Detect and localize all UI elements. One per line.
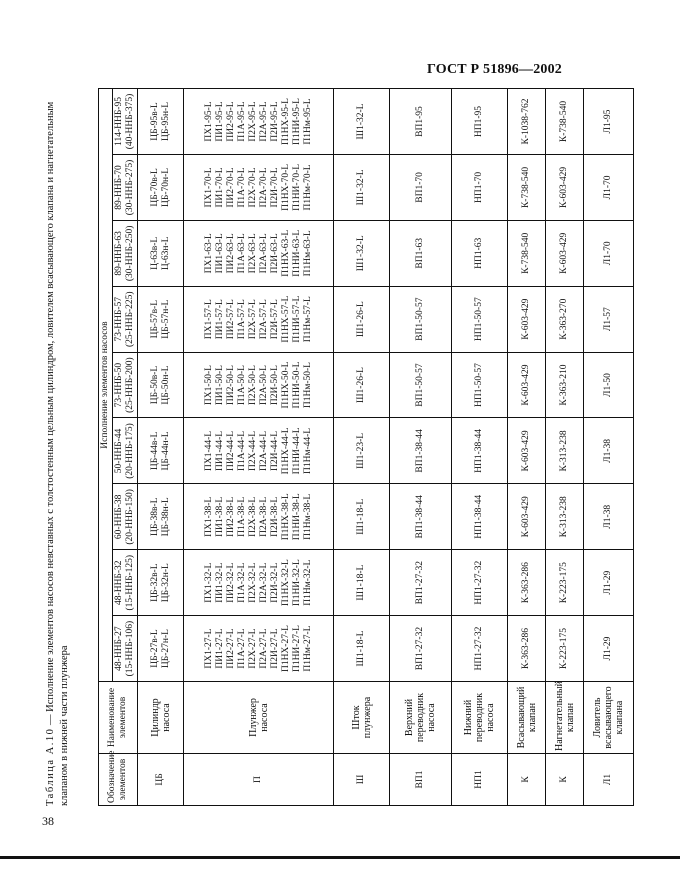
cell-line: П2А-32-L	[258, 562, 269, 603]
table-cell	[546, 155, 584, 221]
row-designation: ЦБ	[138, 754, 184, 806]
header-size	[113, 89, 138, 155]
cell-line: П2А-95-L	[258, 101, 269, 142]
cell-line: К-363-210	[559, 364, 569, 406]
header-size-line: (15-ННБ-125)	[125, 554, 135, 611]
table-row	[138, 89, 184, 806]
cell-line: ПИ2-57-L	[225, 299, 236, 340]
cell-line: ПИ2-27-L	[225, 628, 236, 669]
table-cell	[138, 89, 184, 155]
cell-line: ПИ1-27-L	[214, 628, 225, 669]
row-designation: ВП1	[390, 754, 452, 806]
cell-line: К-1038-762	[521, 98, 531, 145]
cell-line: Ш1-32-L	[356, 103, 366, 140]
cell-line: Ш1-32-L	[356, 235, 366, 272]
cell-line: Л1-70	[603, 175, 613, 200]
spec-table	[98, 88, 634, 806]
table-cell	[390, 616, 452, 682]
header-size-line: (30-ННБ-275)	[125, 159, 135, 216]
header-size-line: 73-ННБ-57	[114, 296, 124, 342]
cell-line: К-603-429	[521, 496, 531, 538]
cell-line: П1Нм-50-L	[302, 362, 313, 409]
header-size-line: (30-ННБ-250)	[125, 225, 135, 282]
cell-line: П2И-38-L	[269, 496, 280, 537]
cell-line: К-223-175	[559, 627, 569, 670]
cell-line: ЦБ-70в-L	[149, 168, 160, 207]
cell-line: ЦБ-32н-L	[160, 563, 171, 603]
table-cell	[138, 352, 184, 418]
cell-line: Л1-38	[603, 504, 613, 529]
row-name: Нагнетательный клапан	[546, 682, 584, 754]
cell-line: ВП1-95	[415, 106, 425, 137]
cell-line: ПИ2-32-L	[225, 562, 236, 603]
cell-line: П1А-50-L	[236, 365, 247, 406]
cell-line: ЦБ-44в-L	[149, 431, 160, 471]
cell-line: ПХ1-50-L	[203, 365, 214, 406]
cell-line: ПИ1-44-L	[214, 430, 225, 471]
header-size-line: 89-ННБ-70	[114, 165, 124, 210]
table-cell	[138, 418, 184, 484]
cell-line: Ш1-18-L	[356, 564, 366, 601]
cell-line: ЦБ-27в-L	[149, 629, 160, 668]
table-caption-text: — Исполнение элементов насосов невставных с толстостенным цельным цилиндром, ловителем всасывающего клапана и нагнетательным клапаном в нижней части плунжера	[45, 101, 70, 806]
cell-line: П1А-38-L	[236, 496, 247, 537]
header-size-line: 114-ННБ-95	[114, 97, 124, 146]
header-size-line: 50-ННБ-44	[114, 428, 124, 474]
cell-line: Ш1-26-L	[356, 367, 366, 404]
header-size-line: (25-ННБ-200)	[125, 357, 135, 413]
cell-line: П2А-27-L	[258, 628, 269, 669]
cell-line: П1А-32-L	[236, 562, 247, 603]
table-row	[546, 89, 584, 806]
header-size-line: (40-ННБ-375)	[125, 93, 135, 150]
cell-line: П1НХ-32-L	[280, 559, 291, 607]
cell-line: П1А-57-L	[236, 299, 247, 340]
cell-line: ПХ1-32-L	[203, 562, 214, 603]
table-cell	[184, 418, 334, 484]
table-cell	[334, 550, 390, 616]
table-cell	[508, 550, 546, 616]
cell-line: ПИ2-70-L	[225, 167, 236, 208]
cell-line: ВП1-27-32	[415, 626, 425, 671]
cell-line: НП1-38-44	[474, 429, 484, 473]
cell-line: К-363-270	[559, 298, 569, 340]
cell-line: ПИ2-38-L	[225, 496, 236, 537]
cell-line: ПИ1-32-L	[214, 562, 225, 603]
cell-line: ВП1-38-44	[415, 495, 425, 539]
table-cell	[584, 616, 634, 682]
cell-line: П1НХ-63-L	[280, 229, 291, 277]
table-cell	[546, 89, 584, 155]
row-designation: НП1	[452, 754, 508, 806]
cell-line: ПИ1-70-L	[214, 167, 225, 208]
cell-line: П1А-63-L	[236, 233, 247, 274]
cell-line: ПИ2-44-L	[225, 430, 236, 471]
cell-line: ПИ2-95-L	[225, 101, 236, 142]
cell-line: ВП1-38-44	[415, 429, 425, 473]
cell-line: П2А-63-L	[258, 233, 269, 274]
header-size	[113, 155, 138, 221]
header-size-line: (20-ННБ-150)	[125, 489, 135, 545]
rotated-table-area	[44, 88, 625, 806]
cell-line: П1Нм-44-L	[302, 427, 313, 474]
header-size	[113, 352, 138, 418]
table-body	[138, 89, 634, 806]
table-cell	[584, 286, 634, 352]
cell-line: Ш1-23-L	[356, 432, 366, 469]
cell-line: К-603-429	[559, 232, 569, 274]
cell-line: К-603-429	[559, 166, 569, 209]
cell-line: П2А-70-L	[258, 167, 269, 208]
table-cell	[452, 352, 508, 418]
cell-line: Л1-29	[603, 570, 613, 595]
table-row	[584, 89, 634, 806]
header-size-line: 48-ННБ-27	[114, 626, 124, 671]
header-size-line: 60-ННБ-38	[114, 494, 124, 540]
table-cell	[138, 155, 184, 221]
cell-line: ПИ1-38-L	[214, 496, 225, 537]
cell-line: П1Нм-38-L	[302, 493, 313, 540]
table-row	[508, 89, 546, 806]
row-name: Всасывающий клапан	[508, 682, 546, 754]
cell-line: Л1-95	[603, 109, 613, 134]
row-name: Шток плунжера	[334, 682, 390, 754]
table-cell	[334, 220, 390, 286]
table-cell	[184, 550, 334, 616]
table-cell	[334, 286, 390, 352]
cell-line: К-313-238	[559, 430, 569, 472]
cell-line: П2И-95-L	[269, 101, 280, 142]
table-cell	[390, 89, 452, 155]
table-cell	[546, 286, 584, 352]
bottom-rule	[0, 856, 680, 859]
table-cell	[334, 352, 390, 418]
cell-line: П2Х-63-L	[247, 233, 258, 274]
cell-line: К-738-540	[559, 100, 569, 143]
cell-line: Ц-63н-L	[160, 236, 171, 271]
cell-line: ПХ1-27-L	[203, 628, 214, 669]
table-cell	[334, 155, 390, 221]
cell-line: П2Х-50-L	[247, 365, 258, 406]
cell-line: ПИ1-57-L	[214, 299, 225, 340]
table-cell	[390, 155, 452, 221]
cell-line: П2Х-27-L	[247, 628, 258, 669]
cell-line: ВП1-50-57	[415, 297, 425, 341]
cell-line: ПХ1-63-L	[203, 233, 214, 274]
cell-line: НП1-38-44	[474, 494, 484, 539]
table-cell	[452, 550, 508, 616]
cell-line: К-363-286	[521, 562, 531, 604]
cell-line: ПИ2-50-L	[225, 365, 236, 406]
header-size-line: (15-ННБ-106)	[125, 620, 135, 677]
row-designation: П	[184, 754, 334, 806]
cell-line: ЦБ-95в-L	[149, 102, 160, 141]
row-name: Верхний переводник насоса	[390, 682, 452, 754]
cell-line: П1Нм-27-L	[302, 625, 313, 672]
table-cell	[138, 220, 184, 286]
table-cell	[584, 418, 634, 484]
cell-line: НП1-50-57	[474, 363, 484, 407]
cell-line: П1НИ-50-L	[291, 361, 302, 409]
table-cell	[508, 484, 546, 550]
rotated-content	[44, 88, 625, 806]
table-cell	[508, 220, 546, 286]
row-name: Цилиндр насоса	[138, 682, 184, 754]
table-cell	[452, 418, 508, 484]
row-name: Нижний переводник насоса	[452, 682, 508, 754]
cell-line: П1НХ-50-L	[280, 361, 291, 409]
cell-line: ЦБ-38н-L	[160, 497, 171, 537]
cell-line: П2А-57-L	[258, 299, 269, 340]
cell-line: П1НХ-70-L	[280, 163, 291, 211]
table-cell	[584, 155, 634, 221]
table-cell	[508, 418, 546, 484]
cell-line: К-603-429	[521, 364, 531, 406]
header-size-line: 89-ННБ-63	[114, 231, 124, 276]
table-cell	[452, 89, 508, 155]
table-cell	[546, 352, 584, 418]
header-size-line: (20-ННБ-175)	[125, 423, 135, 479]
cell-line: П2И-57-L	[269, 299, 280, 340]
header-size-line: (25-ННБ-225)	[125, 291, 135, 347]
cell-line: П2Х-70-L	[247, 167, 258, 208]
cell-line: ПХ1-70-L	[203, 167, 214, 208]
cell-line: П1НИ-27-L	[291, 625, 302, 673]
header-designation: Обозначение элементов	[99, 754, 138, 806]
cell-line: К-363-286	[521, 627, 531, 670]
cell-line: П2Х-57-L	[247, 299, 258, 340]
table-cell	[390, 352, 452, 418]
header-name: Наименование элементов	[99, 682, 138, 754]
cell-line: П2А-44-L	[258, 430, 269, 471]
cell-line: П1НХ-38-L	[280, 493, 291, 541]
table-cell	[508, 286, 546, 352]
table-cell	[508, 89, 546, 155]
table-cell	[334, 418, 390, 484]
table-cell	[138, 484, 184, 550]
table-cell	[390, 220, 452, 286]
table-cell	[334, 616, 390, 682]
row-designation: К	[546, 754, 584, 806]
table-cell	[184, 155, 334, 221]
row-name: Плунжер насоса	[184, 682, 334, 754]
header-size-line: 48-ННБ-32	[114, 560, 124, 605]
header-size	[113, 286, 138, 352]
cell-line: ЦБ-57н-L	[160, 299, 171, 339]
cell-line: ЦБ-50в-L	[149, 365, 160, 405]
cell-line: Л1-57	[603, 307, 613, 332]
table-cell	[546, 484, 584, 550]
cell-line: ВП1-70	[415, 172, 425, 203]
cell-line: НП1-95	[474, 105, 484, 138]
table-cell	[584, 484, 634, 550]
cell-line: П1НИ-32-L	[291, 559, 302, 607]
cell-line: П2Х-32-L	[247, 562, 258, 603]
table-cell	[452, 484, 508, 550]
cell-line: К-738-540	[521, 166, 531, 209]
cell-line: П1А-70-L	[236, 167, 247, 208]
table-cell	[546, 616, 584, 682]
cell-line: П1Нм-57-L	[302, 296, 313, 343]
table-cell	[138, 286, 184, 352]
page-number: 38	[42, 814, 54, 828]
table-cell	[184, 286, 334, 352]
cell-line: К-603-429	[521, 298, 531, 340]
header-size	[113, 484, 138, 550]
table-cell	[138, 616, 184, 682]
table-caption	[44, 88, 92, 806]
table-cell	[452, 616, 508, 682]
cell-line: НП1-27-32	[474, 560, 484, 605]
cell-line: К-603-429	[521, 430, 531, 472]
cell-line: П2И-44-L	[269, 430, 280, 471]
table-cell	[508, 155, 546, 221]
cell-line: ПИ1-50-L	[214, 365, 225, 406]
cell-line: НП1-70	[474, 171, 484, 204]
header-size	[113, 616, 138, 682]
table-cell	[584, 550, 634, 616]
cell-line: П2А-38-L	[258, 496, 269, 537]
cell-line: П1НИ-70-L	[291, 163, 302, 211]
header-size	[113, 550, 138, 616]
cell-line: Л1-29	[603, 636, 613, 661]
cell-line: П2И-32-L	[269, 562, 280, 603]
table-cell	[546, 550, 584, 616]
row-name: Ловитель всасывающего клапана	[584, 682, 634, 754]
cell-line: П1Нм-70-L	[302, 164, 313, 211]
table-cell	[184, 352, 334, 418]
header-size-line: 73-ННБ-50	[114, 362, 124, 408]
table-cell	[452, 286, 508, 352]
header-size	[113, 220, 138, 286]
cell-line: П1Нм-95-L	[302, 98, 313, 145]
cell-line: НП1-50-57	[474, 297, 484, 342]
cell-line: ВП1-27-32	[415, 561, 425, 605]
cell-line: ВП1-63	[415, 238, 425, 269]
cell-line: НП1-27-32	[474, 626, 484, 671]
table-cell	[184, 616, 334, 682]
cell-line: Ш1-18-L	[356, 630, 366, 667]
cell-line: Л1-50	[603, 373, 613, 397]
cell-line: П2Х-44-L	[247, 430, 258, 471]
cell-line: П1НИ-44-L	[291, 427, 302, 475]
cell-line: П1НИ-38-L	[291, 493, 302, 541]
cell-line: ПХ1-95-L	[203, 101, 214, 142]
cell-line: П2И-50-L	[269, 365, 280, 406]
table-row	[390, 89, 452, 806]
cell-line: П1А-27-L	[236, 628, 247, 669]
header-size	[113, 418, 138, 484]
cell-line: ЦБ-95н-L	[160, 101, 171, 142]
cell-line: ПИ1-95-L	[214, 101, 225, 142]
table-cell	[546, 220, 584, 286]
table-row	[334, 89, 390, 806]
table-cell	[390, 418, 452, 484]
table-row	[184, 89, 334, 806]
cell-line: ПИ1-63-L	[214, 233, 225, 274]
cell-line: ПХ1-44-L	[203, 430, 214, 471]
cell-line: Ш1-32-L	[356, 169, 366, 206]
cell-line: ПХ1-38-L	[203, 496, 214, 537]
table-cell	[390, 286, 452, 352]
cell-line: П1НХ-95-L	[280, 98, 291, 145]
cell-line: ЦБ-70н-L	[160, 167, 171, 207]
cell-line: П1Нм-63-L	[302, 230, 313, 277]
cell-line: ЦБ-32в-L	[149, 563, 160, 602]
cell-line: ЦБ-27н-L	[160, 629, 171, 669]
cell-line: П1НИ-95-L	[291, 98, 302, 145]
cell-line: ЦБ-38в-L	[149, 497, 160, 537]
header-row-1	[99, 89, 113, 806]
cell-line: П2И-70-L	[269, 167, 280, 208]
table-cell	[138, 550, 184, 616]
cell-line: П2А-50-L	[258, 365, 269, 406]
cell-line: П2Х-95-L	[247, 101, 258, 142]
row-designation: Ш	[334, 754, 390, 806]
cell-line: К-223-175	[559, 562, 569, 604]
cell-line: Ш1-18-L	[356, 498, 366, 535]
cell-line: П1НХ-27-L	[280, 625, 291, 673]
cell-line: П1А-95-L	[236, 101, 247, 142]
cell-line: Ш1-26-L	[356, 301, 366, 338]
cell-line: НП1-63	[474, 237, 484, 269]
table-cell	[584, 352, 634, 418]
cell-line: К-313-238	[559, 496, 569, 538]
row-designation: К	[508, 754, 546, 806]
cell-line: Л1-38	[603, 439, 613, 463]
table-cell	[452, 155, 508, 221]
cell-line: ПХ1-57-L	[203, 299, 214, 340]
table-cell	[546, 418, 584, 484]
table-cell	[390, 484, 452, 550]
cell-line: ПИ2-63-L	[225, 233, 236, 274]
table-cell	[184, 220, 334, 286]
table-cell	[334, 484, 390, 550]
table-cell	[452, 220, 508, 286]
cell-line: П1Нм-32-L	[302, 559, 313, 606]
table-cell	[390, 550, 452, 616]
table-cell	[584, 220, 634, 286]
cell-line: П1А-44-L	[236, 430, 247, 471]
header-execution: Исполнение элементов насосов	[99, 89, 113, 682]
cell-line: К-738-540	[521, 232, 531, 274]
cell-line: П1НХ-57-L	[280, 295, 291, 343]
table-cell	[184, 89, 334, 155]
cell-line: ВП1-50-57	[415, 363, 425, 407]
cell-line: П2И-27-L	[269, 628, 280, 669]
table-cell	[334, 89, 390, 155]
cell-line: П1НИ-57-L	[291, 295, 302, 343]
cell-line: П2Х-38-L	[247, 496, 258, 537]
table-cell	[584, 89, 634, 155]
cell-line: П1НХ-44-L	[280, 427, 291, 475]
table-row	[452, 89, 508, 806]
cell-line: ЦБ-50н-L	[160, 365, 171, 405]
cell-line: Л1-70	[603, 241, 613, 266]
cell-line: П2И-63-L	[269, 233, 280, 274]
cell-line: Ц-63в-L	[149, 236, 160, 270]
document-code: ГОСТ Р 51896—2002	[426, 62, 562, 77]
table-cell	[508, 352, 546, 418]
cell-line: ЦБ-57в-L	[149, 299, 160, 339]
table-caption-label: Таблица А.10	[45, 727, 56, 806]
table-cell	[184, 484, 334, 550]
cell-line: П1НИ-63-L	[291, 229, 302, 277]
cell-line: ЦБ-44н-L	[160, 431, 171, 471]
row-designation: Л1	[584, 754, 634, 806]
table-cell	[508, 616, 546, 682]
